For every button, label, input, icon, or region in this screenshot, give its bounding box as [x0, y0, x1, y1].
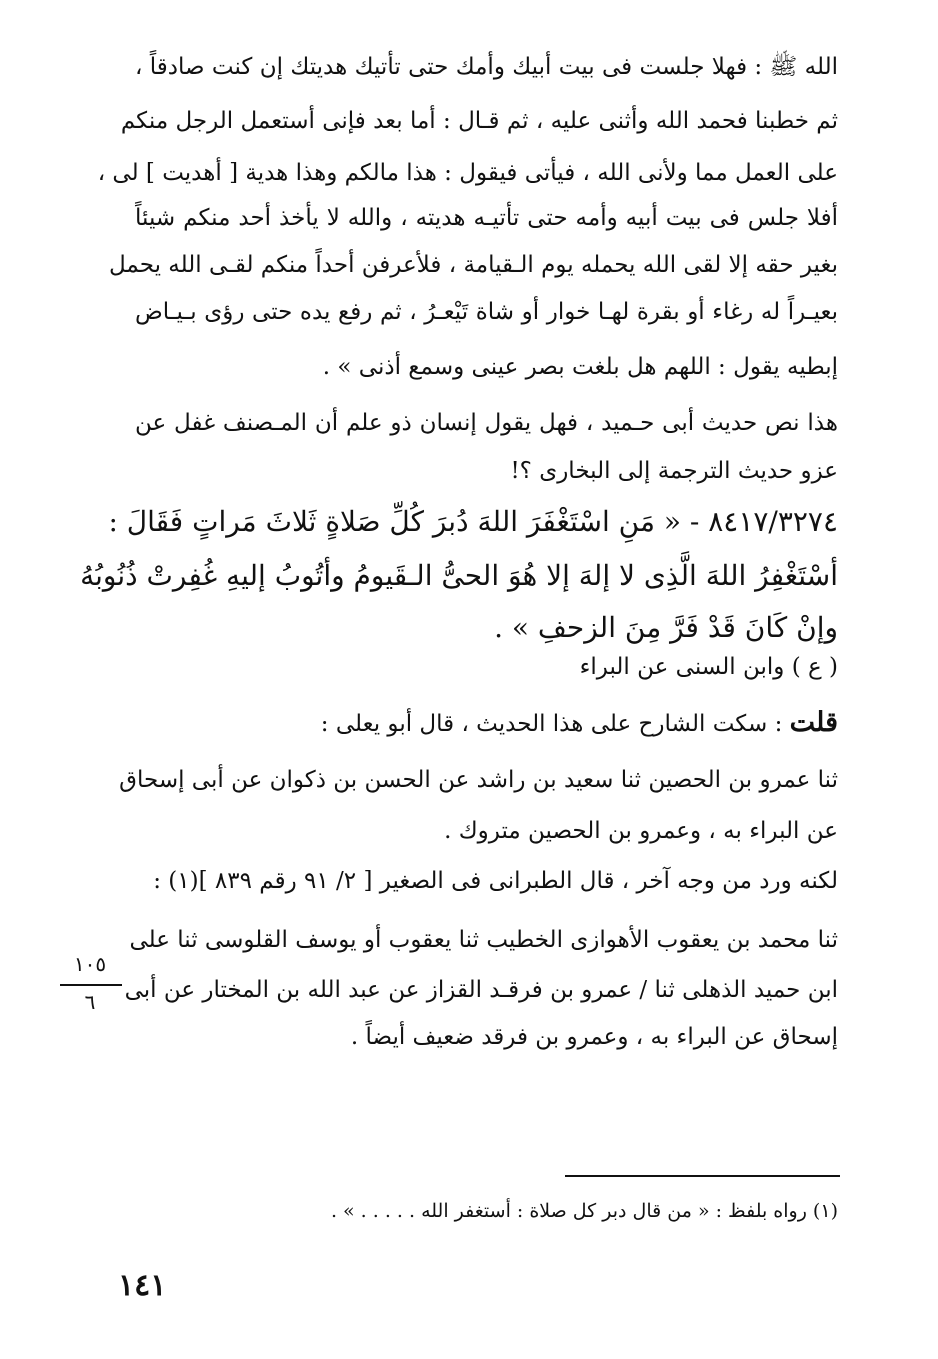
body-line-4: أفلا جلس فى بيت أبيه وأمه حتى تأتيـه هديته ، والله لا يأخذ أحد منكم شيئاً	[135, 205, 838, 231]
qult-line	[321, 708, 838, 739]
source-attribution: ( ع ) وابن السنى عن البراء	[579, 654, 838, 680]
chain-line-5: ابن حميد الذهلى ثنا / عمرو بن فرقـد القزاز عن عبد الله بن المختار عن أبى	[124, 977, 838, 1003]
hadith-line-2: أسْتَغْفِرُ اللهَ الَّذِى لا إلهَ إلا هُوَ الحىُّ الـقَيومُ وأتُوبُ إليهِ غُفِرتْ ذُنُوبُهُ	[80, 559, 838, 592]
body-line-9: عزو حديث الترجمة إلى البخارى ؟!	[510, 458, 838, 484]
body-line-7: إبطيه يقول : اللهم هل بلغت بصر عينى وسمع أذنى » .	[322, 354, 838, 380]
body-line-1: الله ﷺ : فهلا جلست فى بيت أبيك وأمك حتى تأتيك هديتك إن كنت صادقاً ،	[135, 54, 838, 80]
margin-note-bottom: ٦	[84, 990, 96, 1014]
body-line-3: على العمل مما ولأنى الله ، فيأتى فيقول : هذا مالكم وهذا هدية [ أهديت ] لى ،	[97, 160, 838, 186]
qult-label: قلت	[789, 707, 838, 738]
margin-note-rule	[60, 984, 122, 986]
body-line-8: هذا نص حديث أبى حـميد ، فهل يقول إنسان ذو علم أن المـصنف غفل عن	[135, 410, 838, 436]
footnote-separator	[565, 1175, 840, 1177]
chain-line-3: لكنه ورد من وجه آخر ، قال الطبرانى فى الصغير [ ٢/ ٩١ رقم ٨٣٩ ](١) :	[153, 868, 838, 894]
chain-line-6: إسحاق عن البراء به ، وعمرو بن فرقد ضعيف أيضاً .	[350, 1024, 838, 1050]
margin-note-top: ١٠٥	[73, 952, 107, 976]
chain-line-2: عن البراء به ، وعمرو بن الحصين متروك .	[444, 818, 838, 844]
body-line-5: بغير حقه إلا لقى الله يحمله يوم الـقيامة ، فلأعرفن أحداً منكم لقـى الله يحمل	[109, 252, 838, 278]
hadith-line-3: وإنْ كَانَ قَدْ فَرَّ مِنَ الزحفِ » .	[494, 611, 838, 644]
page-number: ١٤١	[118, 1268, 167, 1303]
hadith-line-1: ٨٤١٧/٣٢٧٤ - « مَنِ اسْتَغْفَرَ اللهَ دُبرَ كُلِّ صَلاةٍ ثَلاثَ مَراتٍ فَقَالَ :	[108, 505, 838, 538]
qult-text: : سكت الشارح على هذا الحديث ، قال أبو يعلى :	[320, 711, 783, 737]
chain-line-1: ثنا عمرو بن الحصين ثنا سعيد بن راشد عن الحسن بن ذكوان عن أبى إسحاق	[119, 767, 838, 793]
body-line-2: ثم خطبنا فحمد الله وأثنى عليه ، ثم قـال : أما بعد فإنى أستعمل الرجل منكم	[120, 108, 838, 134]
body-line-6: بعيـراً له رغاء أو بقرة لهـا خوار أو شاة تَيْعـرُ ، ثم رفع يده حتى رؤى بـيـاض	[135, 299, 838, 325]
chain-line-4: ثنا محمد بن يعقوب الأهوازى الخطيب ثنا يعقوب أو يوسف القلوسى ثنا على	[129, 927, 838, 953]
footnote: (١) رواه بلفظ : « من قال دبر كل صلاة : أستغفر الله . . . . . » .	[330, 1200, 838, 1222]
